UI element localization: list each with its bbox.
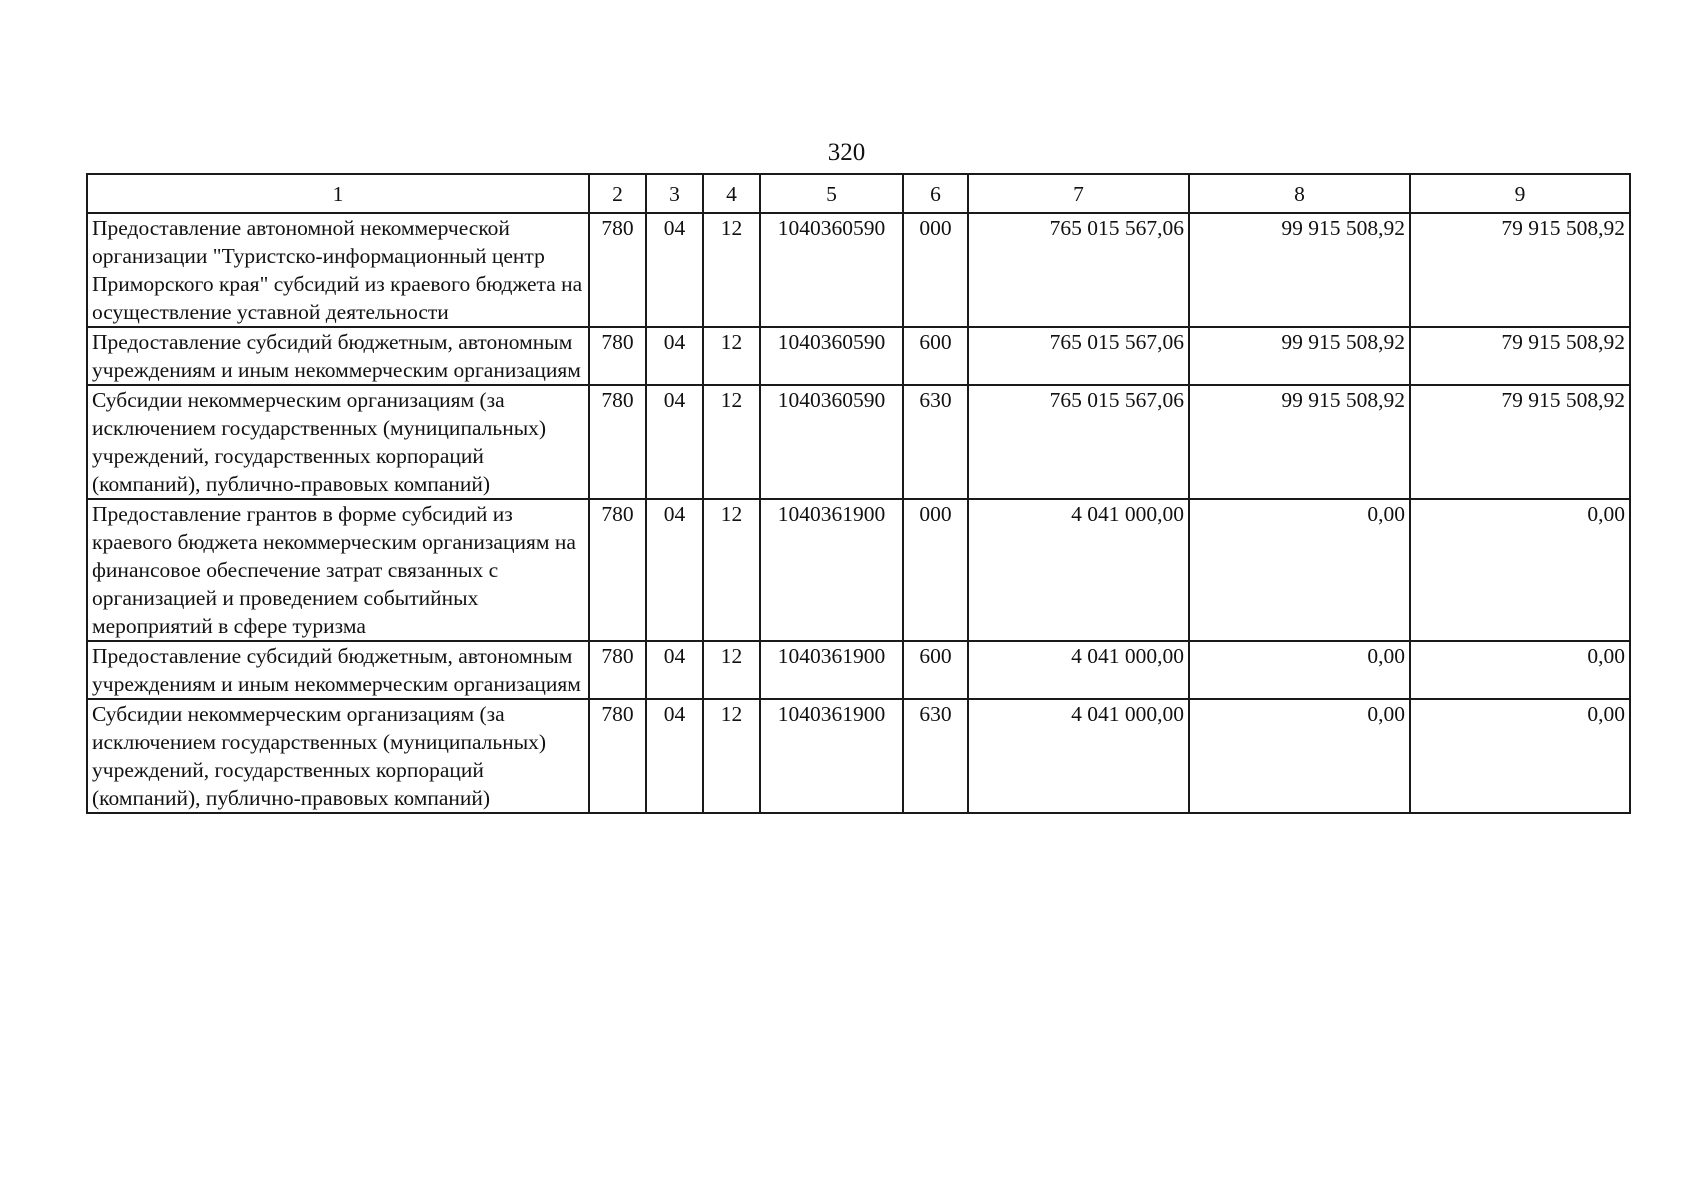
- row-code-6: 630: [903, 385, 968, 499]
- row-sum-8: 0,00: [1189, 699, 1410, 813]
- table-row: [87, 499, 1630, 641]
- column-header-6: 6: [903, 174, 968, 213]
- row-sum-7: 4 041 000,00: [968, 641, 1189, 699]
- table-row: [87, 385, 1630, 499]
- row-name: Субсидии некоммерческим организациям (за исключением государственных (муниципальных) учреждений, государственных корпораций (компаний), публично-правовых компаний): [87, 699, 589, 813]
- row-code-6: 000: [903, 499, 968, 641]
- row-name: Предоставление субсидий бюджетным, автономным учреждениям и иным некоммерческим организациям: [87, 327, 589, 385]
- row-sum-7: 4 041 000,00: [968, 699, 1189, 813]
- row-code-6: 600: [903, 641, 968, 699]
- row-code-2: 780: [589, 699, 646, 813]
- budget-table: [86, 173, 1631, 814]
- row-code-5: 1040360590: [760, 385, 903, 499]
- row-sum-8: 99 915 508,92: [1189, 385, 1410, 499]
- column-header-1: 1: [87, 174, 589, 213]
- row-sum-8: 99 915 508,92: [1189, 213, 1410, 327]
- row-code-3: 04: [646, 641, 703, 699]
- column-header-3: 3: [646, 174, 703, 213]
- column-header-9: 9: [1410, 174, 1630, 213]
- table-row: [87, 699, 1630, 813]
- row-code-4: 12: [703, 499, 760, 641]
- row-sum-7: 765 015 567,06: [968, 213, 1189, 327]
- row-code-3: 04: [646, 213, 703, 327]
- row-sum-9: 0,00: [1410, 499, 1630, 641]
- row-code-6: 630: [903, 699, 968, 813]
- row-code-5: 1040361900: [760, 699, 903, 813]
- row-code-2: 780: [589, 499, 646, 641]
- row-name: Предоставление субсидий бюджетным, автономным учреждениям и иным некоммерческим организациям: [87, 641, 589, 699]
- row-code-5: 1040360590: [760, 213, 903, 327]
- row-code-2: 780: [589, 213, 646, 327]
- row-name: Субсидии некоммерческим организациям (за исключением государственных (муниципальных) учреждений, государственных корпораций (компаний), публично-правовых компаний): [87, 385, 589, 499]
- row-code-5: 1040361900: [760, 499, 903, 641]
- table-row: [87, 213, 1630, 327]
- row-sum-8: 0,00: [1189, 499, 1410, 641]
- header-row: [87, 174, 1630, 213]
- row-code-4: 12: [703, 213, 760, 327]
- table-row: [87, 641, 1630, 699]
- row-code-6: 000: [903, 213, 968, 327]
- row-sum-9: 0,00: [1410, 641, 1630, 699]
- row-sum-7: 765 015 567,06: [968, 327, 1189, 385]
- row-sum-7: 4 041 000,00: [968, 499, 1189, 641]
- column-header-2: 2: [589, 174, 646, 213]
- row-sum-9: 0,00: [1410, 699, 1630, 813]
- row-sum-8: 0,00: [1189, 641, 1410, 699]
- row-name: Предоставление автономной некоммерческой организации "Туристско-информационный центр Приморского края" субсидий из краевого бюджета на осуществление уставной деятельности: [87, 213, 589, 327]
- column-header-8: 8: [1189, 174, 1410, 213]
- row-code-2: 780: [589, 327, 646, 385]
- row-sum-9: 79 915 508,92: [1410, 327, 1630, 385]
- row-code-3: 04: [646, 699, 703, 813]
- row-code-5: 1040361900: [760, 641, 903, 699]
- row-code-2: 780: [589, 385, 646, 499]
- row-code-4: 12: [703, 385, 760, 499]
- row-name: Предоставление грантов в форме субсидий из краевого бюджета некоммерческим организациям на финансовое обеспечение затрат связанных с организацией и проведением событийных мероприятий в сфере туризма: [87, 499, 589, 641]
- row-code-4: 12: [703, 699, 760, 813]
- column-header-5: 5: [760, 174, 903, 213]
- column-header-4: 4: [703, 174, 760, 213]
- row-code-3: 04: [646, 499, 703, 641]
- row-code-2: 780: [589, 641, 646, 699]
- row-sum-9: 79 915 508,92: [1410, 385, 1630, 499]
- column-header-7: 7: [968, 174, 1189, 213]
- row-code-3: 04: [646, 385, 703, 499]
- row-code-4: 12: [703, 327, 760, 385]
- row-sum-9: 79 915 508,92: [1410, 213, 1630, 327]
- row-code-3: 04: [646, 327, 703, 385]
- page-number: 320: [827, 139, 866, 166]
- row-sum-8: 99 915 508,92: [1189, 327, 1410, 385]
- row-code-4: 12: [703, 641, 760, 699]
- row-code-5: 1040360590: [760, 327, 903, 385]
- row-code-6: 600: [903, 327, 968, 385]
- row-sum-7: 765 015 567,06: [968, 385, 1189, 499]
- table-row: [87, 327, 1630, 385]
